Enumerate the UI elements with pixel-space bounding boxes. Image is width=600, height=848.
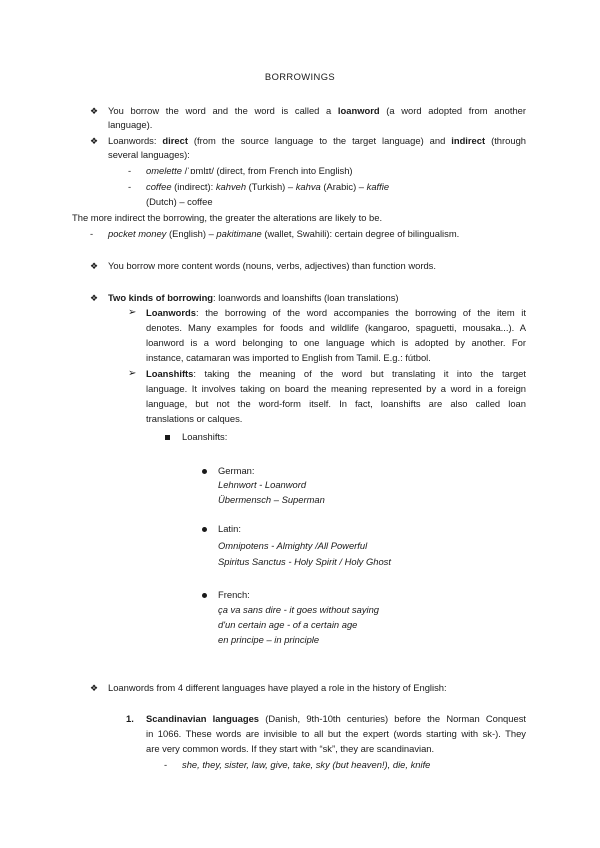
diamond-bullet-icon: ❖	[90, 106, 99, 116]
example-coffee: coffee (indirect): kahveh (Turkish) – kahva (Arabic) – kaffie	[146, 181, 390, 192]
latin-example-2: Spiritus Sanctus - Holy Spirit / Holy Ghost	[218, 556, 391, 567]
diamond-bullet-icon: ❖	[90, 293, 99, 303]
german-example-2: Übermensch – Superman	[218, 494, 325, 505]
bullet-loanword-definition-cont: language).	[108, 119, 153, 130]
bullet-two-kinds: Two kinds of borrowing: loanwords and loanshifts (loan translations)	[108, 292, 399, 303]
round-bullet-icon	[202, 593, 207, 598]
bullet-four-languages: Loanwords from 4 different languages have played a role in the history of English:	[108, 682, 447, 693]
latin-label: Latin:	[218, 523, 241, 534]
bullet-content-words: You borrow more content words (nouns, verbs, adjectives) than function words.	[108, 260, 436, 271]
arrow-bullet-icon: ➢	[128, 368, 137, 379]
scandinavian-line1: Scandinavian languages (Danish, 9th-10th centuries) before the Norman Conquest	[146, 713, 526, 724]
loanshifts-def-line4: translations or calques.	[146, 413, 243, 424]
loanwords-def-line2: denotes. Many examples for foods and wildlife (kangaroo, spaguetti, mousaka...). A	[146, 322, 526, 333]
german-example-1: Lehnwort - Loanword	[218, 479, 307, 490]
dash-mark: -	[164, 759, 168, 770]
example-pocket-money: pocket money (English) – pakitimane (wallet, Swahili): certain degree of bilingualism.	[108, 228, 460, 239]
bullet-loanword-definition: You borrow the word and the word is called a loanword (a word adopted from another	[108, 105, 526, 116]
dash-mark: -	[128, 165, 132, 176]
french-label: French:	[218, 589, 250, 600]
dash-mark: -	[128, 181, 132, 192]
bullet-direct-indirect: Loanwords: direct (from the source language to the target language) and indirect (through	[108, 135, 526, 146]
arrow-bullet-icon: ➢	[128, 307, 137, 318]
bullet-direct-indirect-cont: several languages):	[108, 149, 190, 160]
loanwords-def-line3: loanword is a word belonging to one language which is adopted by another. For	[146, 337, 526, 348]
indirect-note: The more indirect the borrowing, the greater the alterations are likely to be.	[72, 212, 383, 223]
scandinavian-examples: she, they, sister, law, give, take, sky (but heaven!), die, knife	[182, 759, 431, 770]
diamond-bullet-icon: ❖	[90, 136, 99, 146]
loanshifts-def-line3: language, but not the word-form itself. In fact, loanshifts are also called loan	[146, 398, 526, 409]
loanshifts-heading: Loanshifts:	[182, 431, 228, 442]
german-label: German:	[218, 465, 255, 476]
loanshifts-def-line1: Loanshifts: taking the meaning of the word but translating it into the target	[146, 368, 526, 379]
list-number: 1.	[126, 713, 134, 724]
square-bullet-icon	[165, 435, 170, 440]
loanshifts-def-line2: language. It involves taking on board the meaning represented by a word in a foreign	[146, 383, 526, 394]
example-omelette: omelette /ˈɒmlɪt/ (direct, from French into English)	[146, 165, 353, 176]
page-title: BORROWINGS	[264, 71, 336, 82]
round-bullet-icon	[202, 469, 207, 474]
diamond-bullet-icon: ❖	[90, 261, 99, 271]
diamond-bullet-icon: ❖	[90, 683, 99, 693]
example-coffee-cont: (Dutch) – coffee	[146, 196, 213, 207]
scandinavian-line3: are very common words. If they start with “sk”, they are scandinavian.	[146, 743, 435, 754]
dash-mark: -	[90, 228, 94, 239]
round-bullet-icon	[202, 527, 207, 532]
french-example-1: ça va sans dire - it goes without saying	[218, 604, 380, 615]
latin-example-1: Omnipotens - Almighty /All Powerful	[218, 540, 368, 551]
loanwords-def-line4: instance, catamaran was imported to English from Tamil. E.g.: fútbol.	[146, 352, 431, 363]
french-example-2: d'un certain age - of a certain age	[218, 619, 358, 630]
french-example-3: en principe – in principle	[218, 634, 320, 645]
scandinavian-line2: in 1066. These words are invisible to all but the expert (words starting with sk-). They	[146, 728, 526, 739]
loanwords-def-line1: Loanwords: the borrowing of the word accompanies the borrowing of the item it	[146, 307, 526, 318]
